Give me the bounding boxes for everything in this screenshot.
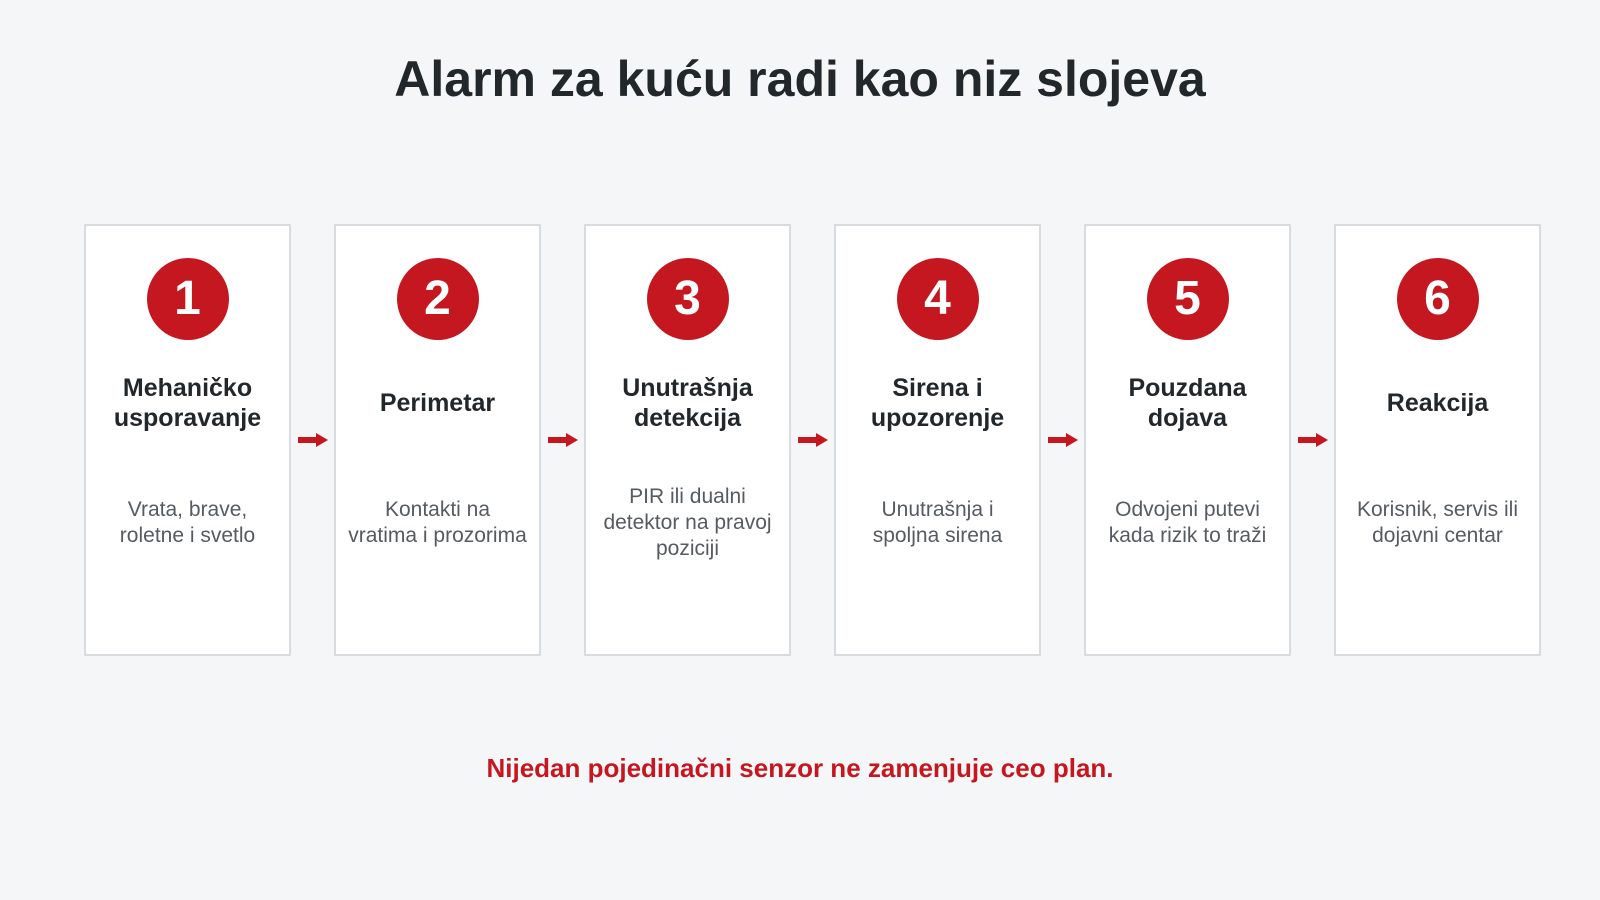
step-number-badge: 1 [147,258,229,340]
arrow-right-icon [291,430,334,450]
step-number-badge: 2 [397,258,479,340]
step-card-6 [1334,224,1541,656]
step-number-badge: 5 [1147,258,1229,340]
step-number-badge: 3 [647,258,729,340]
step-title: Sirena i upozorenje [870,374,1005,432]
step-description: Kontakti na vratima i prozorima [348,498,527,547]
arrow-right-icon [1041,430,1084,450]
steps-flow [84,224,1544,656]
arrow-right-icon [541,430,584,450]
step-card-2 [334,224,541,656]
footer-note: Nijedan pojedinačni senzor ne zamenjuje ceo plan. [486,753,1114,783]
step-title: Perimetar [379,389,496,417]
arrow-right-icon [791,430,834,450]
step-card-3 [584,224,791,656]
step-description: Unutrašnja i spoljna sirena [872,498,1003,547]
step-description: PIR ili dualni detektor na pravoj poziciji [603,485,772,560]
step-description: Odvojeni putevi kada rizik to traži [1108,498,1267,547]
arrow-right-icon [1291,430,1334,450]
step-description: Vrata, brave, roletne i svetlo [119,498,256,547]
step-number-badge: 4 [897,258,979,340]
step-card-1 [84,224,291,656]
page-title: Alarm za kuću radi kao niz slojeva [394,51,1206,107]
step-title: Mehaničko usporavanje [113,374,262,432]
step-card-5 [1084,224,1291,656]
step-number-badge: 6 [1397,258,1479,340]
step-card-4 [834,224,1041,656]
step-title: Reakcija [1386,389,1489,417]
step-title: Pouzdana dojava [1128,374,1247,432]
step-title: Unutrašnja detekcija [622,374,753,432]
step-description: Korisnik, servis ili dojavni centar [1356,498,1519,547]
